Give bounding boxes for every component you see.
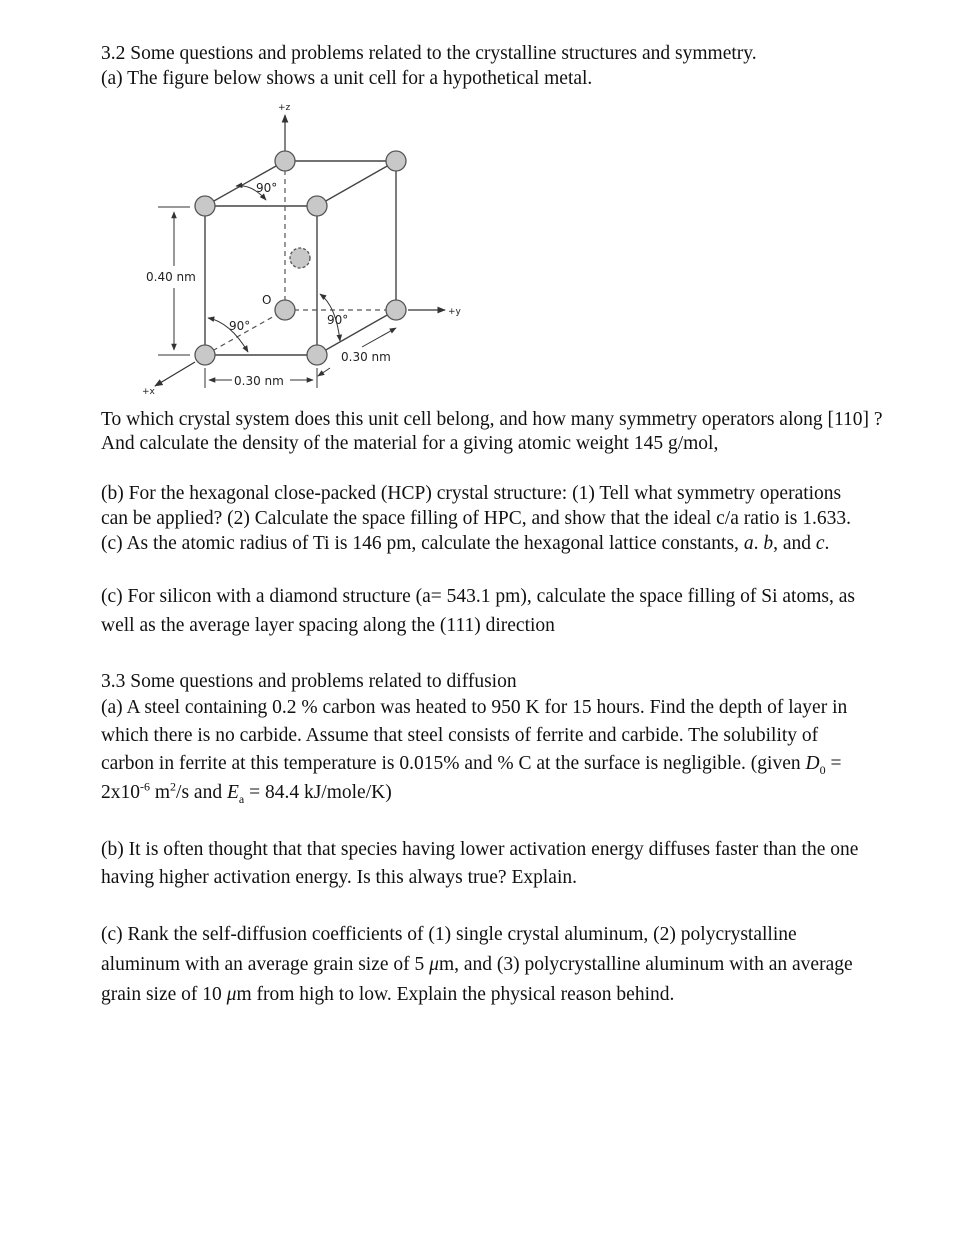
x-axis-label: +x — [142, 387, 155, 397]
angle-right-label: 90° — [327, 313, 349, 327]
part-a-intro: (a) The figure below shows a unit cell for a hypothetical metal. — [101, 68, 593, 89]
part-b-line-1: (b) For the hexagonal close-packed (HCP) crystal structure: (1) Tell what symmetry operations — [101, 483, 842, 504]
atom-body-center — [290, 248, 310, 268]
diff-a-line-1: (a) A steel containing 0.2 % carbon was heated to 950 K for 15 hours. Find the depth of layer in — [101, 697, 848, 718]
diff-b-line-1: (b) It is often thought that that species having lower activation energy diffuses faster than the one — [101, 839, 859, 860]
section-3-3-heading: 3.3 Some questions and problems related to diffusion — [101, 671, 517, 692]
diff-c-line-3: grain size of 10 μm from high to low. Explain the physical reason behind. — [101, 984, 675, 1005]
part-c-ti-line: (c) As the atomic radius of Ti is 146 pm, calculate the hexagonal lattice constants, a. b, and c. — [101, 533, 830, 554]
atom-front-top-right — [307, 196, 327, 216]
section-3-2-heading: 3.2 Some questions and problems related to the crystalline structures and symmetry. — [101, 43, 757, 64]
atom-front-top-left — [195, 196, 215, 216]
part-c-si-line-1: (c) For silicon with a diamond structure (a= 543.1 pm), calculate the space filling of Si atoms, as — [101, 586, 855, 607]
atom-origin — [275, 300, 295, 320]
y-axis-label: +y — [448, 307, 461, 317]
part-a-question-1: To which crystal system does this unit cell belong, and how many symmetry operators along [110] ? — [101, 409, 883, 430]
atom-front-bottom-left — [195, 345, 215, 365]
diff-b-line-2: having higher activation energy. Is this always true? Explain. — [101, 867, 577, 888]
part-a-question-2: And calculate the density of the material for a giving atomic weight 145 g/mol, — [101, 433, 719, 454]
diff-a-line-3: carbon in ferrite at this temperature is 0.015% and % C at the surface is negligible. (given $D_0$ = — [101, 753, 842, 777]
width-dimension-label: 0.30 nm — [234, 374, 284, 388]
atom-front-bottom-right — [307, 345, 327, 365]
part-c-si-line-2: well as the average layer spacing along the (111) direction — [101, 615, 555, 636]
angle-top-label: 90° — [256, 181, 278, 195]
height-dimension-label: 0.40 nm — [146, 270, 196, 284]
diff-c-line-2: aluminum with an average grain size of 5 μm, and (3) polycrystalline aluminum with an average — [101, 954, 853, 975]
origin-label: O — [262, 293, 272, 307]
diff-c-line-1: (c) Rank the self-diffusion coefficients of (1) single crystal aluminum, (2) polycrystalline — [101, 924, 797, 945]
atom-back-top-left — [275, 151, 295, 171]
diff-a-line-2: which there is no carbide. Assume that steel consists of ferrite and carbide. The solubility of — [101, 725, 819, 746]
unit-cell-figure — [130, 95, 461, 400]
part-b-line-2: can be applied? (2) Calculate the space filling of HPC, and show that the ideal c/a ratio is 1.633. — [101, 508, 851, 529]
atom-back-top-right — [386, 151, 406, 171]
angle-left-label: 90° — [229, 319, 251, 333]
atom-back-bottom-right — [386, 300, 406, 320]
z-axis-label: +z — [278, 103, 291, 113]
x-axis-arrow — [155, 362, 195, 386]
depth-dimension-label: 0.30 nm — [341, 350, 391, 364]
diff-a-line-4: $2x10^{-6}$ $m^2/s$ and $E_a = 84.4$ kJ/mole/K) — [101, 779, 392, 806]
atoms — [195, 151, 406, 365]
